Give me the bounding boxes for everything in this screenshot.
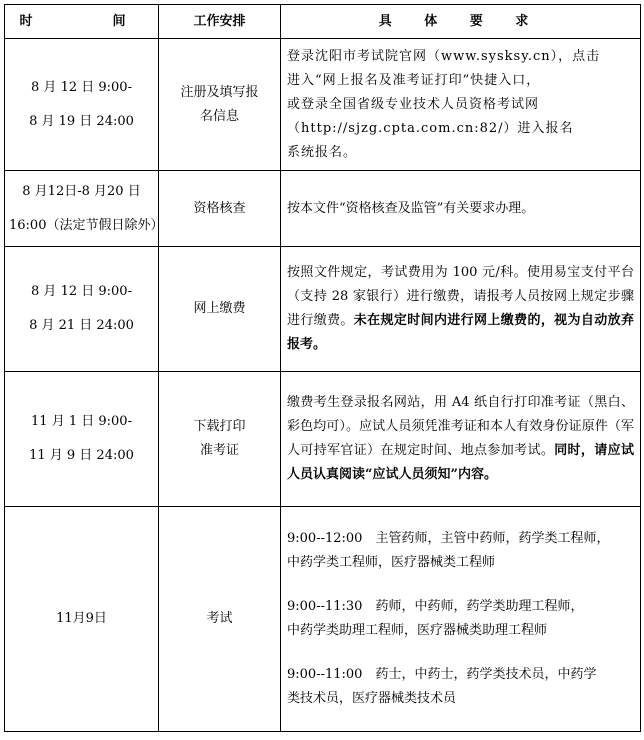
requirements-cell — [281, 171, 641, 247]
table-row — [5, 39, 641, 171]
requirements-cell — [281, 372, 641, 507]
time-line: 11 月 9 日 24:00 — [29, 448, 134, 463]
requirement-line: （http://sjzg.cpta.com.cn:82/）进入报名 — [287, 120, 574, 136]
time-line: 8 月 21 日 24:00 — [29, 318, 134, 333]
requirements-cell — [281, 507, 641, 732]
time-line: 11月9日 — [56, 611, 107, 626]
requirement-line: 登录沈阳市考试院官网（www.sysksy.cn），点击 — [287, 48, 601, 64]
task-line: 注册及填写报 — [180, 84, 259, 100]
time-line: 16:00（法定节假日除外） — [9, 217, 164, 233]
header-time: 时 间 — [5, 5, 159, 39]
task-line: 名信息 — [199, 108, 239, 124]
task-line: 资格核查 — [193, 200, 246, 216]
time-cell — [5, 247, 159, 372]
exam-session — [287, 527, 634, 575]
header-task: 工作安排 — [159, 5, 281, 39]
exam-session — [287, 595, 634, 643]
task-cell — [159, 39, 281, 171]
task-cell — [159, 372, 281, 507]
requirements-cell — [281, 39, 641, 171]
requirement-line: 进入“网上报名及准考证打印”快捷入口， — [287, 72, 541, 88]
time-line: 8 月 19 日 24:00 — [29, 113, 134, 129]
requirement-emphasis: 未在规定时间内进行网上缴费的，视为自动放弃报考。 — [287, 313, 634, 352]
task-cell — [159, 247, 281, 372]
task-cell — [159, 171, 281, 247]
time-line: 8 月12日-8 月20 日 — [22, 183, 141, 199]
requirement-emphasis: 同时，请应试人员认真阅读“应试人员须知”内容。 — [287, 443, 634, 482]
time-line: 8 月 12 日 9:00- — [31, 284, 132, 299]
task-line: 考试 — [206, 611, 233, 626]
requirement-paragraph — [287, 261, 634, 357]
task-line: 下载打印 — [193, 419, 246, 434]
header-requirements: 具 体 要 求 — [281, 5, 641, 39]
exam-session-line: 中药学类助理工程师，医疗器械类助理工程师 — [287, 623, 548, 638]
time-cell — [5, 372, 159, 507]
exam-session-line: 类技术员，医疗器械类技术员 — [287, 691, 457, 706]
exam-session-line: 9:00--12:00 主管药师，主管中药师，药学类工程师， — [287, 531, 610, 546]
exam-session-line: 9:00--11:30 药师，中药师，药学类助理工程师， — [287, 599, 584, 614]
table-header-row — [5, 5, 641, 39]
time-cell — [5, 171, 164, 247]
time-cell — [5, 39, 159, 171]
requirement-line: 或登录全国省级专业技术人员资格考试网 — [287, 96, 540, 112]
exam-session-line: 中药学类工程师，医疗器械类工程师 — [287, 555, 496, 570]
requirements-cell — [281, 247, 641, 372]
table-row — [5, 247, 641, 372]
exam-session — [287, 663, 634, 711]
requirement-text: 缴费考生登录报名网站，用 A4 纸自行打印准考证（黑白、彩色均可）。应试人员须凭准考证和本人有效身份证原件（军人可持军官证）在规定时间、地点参加考试。 — [287, 395, 634, 458]
schedule-table — [4, 4, 641, 732]
task-cell — [159, 507, 281, 732]
requirement-paragraph — [287, 391, 634, 487]
table-row — [5, 507, 641, 732]
table-row — [5, 372, 641, 507]
task-line: 准考证 — [199, 443, 239, 458]
time-line: 8 月 12 日 9:00- — [31, 79, 132, 95]
time-cell — [5, 507, 159, 732]
table-row — [5, 171, 641, 247]
task-line: 网上缴费 — [193, 301, 246, 316]
requirement-text: 按照文件规定，考试费用为 100 元/科。使用易宝支付平台（支持 28 家银行）进行缴费，请报考人员按网上规定步骤进行缴费。 — [287, 265, 634, 328]
requirement-line: 系统报名。 — [287, 144, 358, 160]
exam-session-line: 9:00--11:00 药士，中药士，药学类技术员，中药学 — [287, 667, 597, 682]
requirement-line: 按本文件“资格核查及监管”有关要求办理。 — [287, 200, 535, 216]
time-line: 11 月 1 日 9:00- — [31, 414, 132, 429]
